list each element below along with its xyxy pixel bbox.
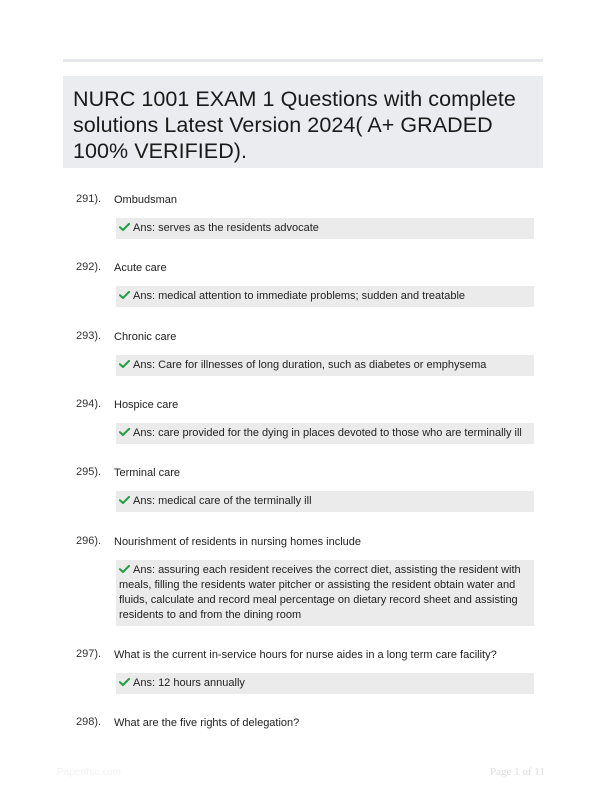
question-number: 297).	[76, 648, 102, 660]
document-title-box	[63, 76, 543, 168]
answer-box	[116, 218, 534, 239]
check-icon	[119, 222, 130, 232]
answer-text: Ans: care provided for the dying in places devoted to those who are terminally ill	[133, 427, 522, 439]
document-title	[73, 86, 533, 164]
top-divider	[63, 59, 543, 62]
answer-box	[116, 491, 534, 512]
answer-text: Ans: assuring each resident receives the correct diet, assisting the resident with meals, filling the residents water pitcher or assisting the resident obtain water and fluids, calculate and record meal percentage on dietary record sheet and assisting residents to and from the dining room	[119, 564, 521, 621]
title-line-2: solutions Latest Version 2024( A+ GRADED	[73, 113, 493, 137]
question-number: 291).	[76, 193, 102, 205]
check-icon	[119, 495, 130, 505]
question-number: 293).	[76, 330, 102, 342]
check-icon	[119, 564, 130, 574]
answer-text: Ans: medical care of the terminally ill	[133, 495, 312, 507]
question-number: 298).	[76, 716, 102, 728]
answer-text: Ans: Care for illnesses of long duration, such as diabetes or emphysema	[133, 359, 487, 371]
check-icon	[119, 290, 130, 300]
question-number: 294).	[76, 398, 102, 410]
check-icon	[119, 359, 130, 369]
question-number: 296).	[76, 535, 102, 547]
check-icon	[119, 677, 130, 687]
question-text: Chronic care	[114, 331, 177, 343]
answer-text: Ans: 12 hours annually	[133, 677, 245, 689]
question-text: Acute care	[114, 262, 167, 274]
answer-text: Ans: serves as the residents advocate	[133, 222, 319, 234]
answer-box	[116, 673, 534, 694]
page-indicator: Page 1 of 11	[490, 766, 545, 778]
answer-box	[116, 560, 534, 626]
question-text: What is the current in-service hours for nurse aides in a long term care facility?	[114, 649, 497, 661]
answer-box	[116, 355, 534, 376]
footer-watermark: Paperthic.com	[57, 767, 121, 778]
title-line-1: NURC 1001 EXAM 1 Questions with complete	[73, 87, 516, 111]
answer-text: Ans: medical attention to immediate problems; sudden and treatable	[133, 290, 466, 302]
question-text: What are the five rights of delegation?	[114, 717, 300, 729]
question-number: 295).	[76, 466, 102, 478]
question-text: Terminal care	[114, 467, 181, 479]
question-number: 292).	[76, 261, 102, 273]
question-text: Hospice care	[114, 399, 179, 411]
title-line-3: 100% VERIFIED).	[73, 139, 247, 163]
question-text: Nourishment of residents in nursing homes include	[114, 536, 362, 548]
check-icon	[119, 427, 130, 437]
answer-box	[116, 423, 534, 444]
question-text: Ombudsman	[114, 194, 177, 206]
answer-box	[116, 286, 534, 307]
